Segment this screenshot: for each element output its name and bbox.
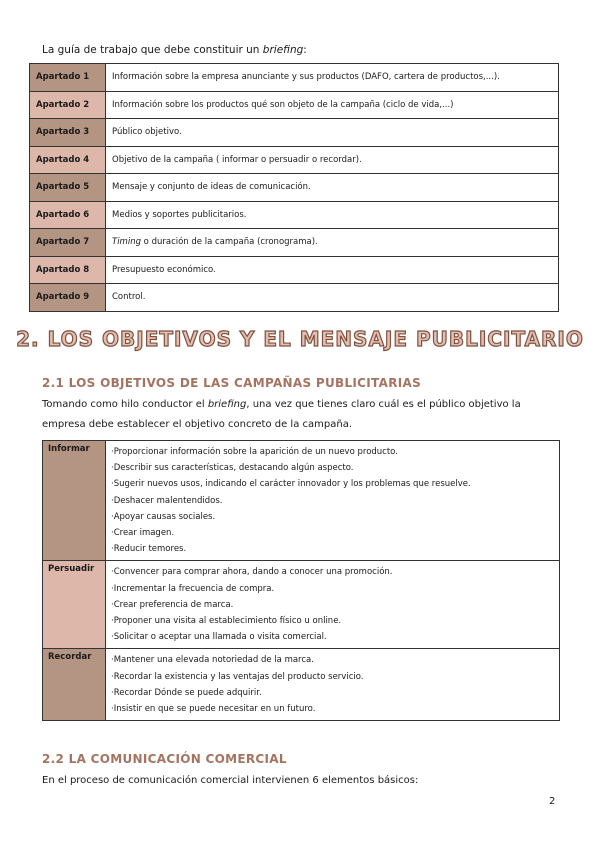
section-2-1-heading: 2.1 LOS OBJETIVOS DE LAS CAMPAÑAS PUBLICITARIAS xyxy=(42,376,422,390)
objetivo-item: ·Reducir temores. xyxy=(111,544,187,555)
briefing-row xyxy=(30,284,559,312)
objetivo-items xyxy=(106,649,560,721)
page-number: 2 xyxy=(549,796,556,807)
apartado-description: Información sobre los productos qué son objeto de la campaña (ciclo de vida,...) xyxy=(112,99,454,110)
apartado-text xyxy=(106,256,559,284)
briefing-row xyxy=(30,201,559,229)
objetivo-item: ·Deshacer malentendidos. xyxy=(111,495,223,506)
objetivo-items xyxy=(106,441,560,561)
objetivo-item: ·Proponer una visita al establecimiento físico u online. xyxy=(111,616,342,627)
apartado-description: o duración de la campaña (cronograma). xyxy=(140,237,318,248)
objetivo-item: ·Recordar la existencia y las ventajas del producto servicio. xyxy=(111,671,364,682)
apartado-description: Medios y soportes publicitarios. xyxy=(112,209,247,220)
objetivo-item: ·Incrementar la frecuencia de compra. xyxy=(111,583,275,594)
objetivo-item: ·Sugerir nuevos usos, indicando el carácter innovador y los problemas que resuelve. xyxy=(111,479,471,490)
objetivo-item: ·Recordar Dónde se puede adquirir. xyxy=(111,687,262,698)
objetivo-item: ·Describir sus características, destacando algún aspecto. xyxy=(111,463,354,474)
apartado-description: Control. xyxy=(112,292,146,303)
apartado-label: Apartado 1 xyxy=(30,64,106,92)
briefing-row xyxy=(30,229,559,257)
intro-after: : xyxy=(303,44,307,56)
apartado-label: Apartado 7 xyxy=(30,229,106,257)
apartado-text xyxy=(106,91,559,119)
section-2-1-paragraph: Tomando como hilo conductor el briefing, una vez que tienes claro cuál es el público objetivo la empresa debe establecer el objetivo concreto de la campaña. xyxy=(42,399,521,430)
section-2-2-paragraph: En el proceso de comunicación comercial intervienen 6 elementos básicos: xyxy=(42,775,419,786)
apartado-label: Apartado 5 xyxy=(30,174,106,202)
objetivo-label: Recordar xyxy=(43,649,106,721)
apartado-label: Apartado 9 xyxy=(30,284,106,312)
briefing-row xyxy=(30,119,559,147)
briefing-row xyxy=(30,91,559,119)
objetivo-item: ·Proporcionar información sobre la aparición de un nuevo producto. xyxy=(111,447,398,457)
apartado-text xyxy=(106,119,559,147)
objetivo-item: ·Mantener una elevada notoriedad de la marca. xyxy=(111,655,314,666)
apartado-label: Apartado 6 xyxy=(30,201,106,229)
briefing-row xyxy=(30,174,559,202)
apartado-text xyxy=(106,229,559,257)
apartado-text xyxy=(106,284,559,312)
apartado-description: Presupuesto económico. xyxy=(112,264,216,275)
objetivo-row xyxy=(43,441,560,561)
section-2-2-heading: 2.2 LA COMUNICACIÓN COMERCIAL xyxy=(42,752,287,766)
apartado-text xyxy=(106,201,559,229)
intro-before: La guía de trabajo que debe constituir un xyxy=(42,44,263,56)
objetivo-items xyxy=(106,561,560,649)
apartado-label: Apartado 2 xyxy=(30,91,106,119)
apartado-description: Público objetivo. xyxy=(112,127,182,138)
intro-text xyxy=(42,44,307,56)
objetivo-item: ·Solicitar o aceptar una llamada o visita comercial. xyxy=(111,632,327,643)
section-2-heading: 2. LOS OBJETIVOS Y EL MENSAJE PUBLICITARIO xyxy=(16,327,584,351)
apartado-text xyxy=(106,64,559,92)
objetivo-label: Persuadir xyxy=(43,561,106,649)
objetivo-item: ·Crear preferencia de marca. xyxy=(111,599,234,610)
intro-briefing: briefing xyxy=(262,44,304,56)
objetivo-item: ·Crear imagen. xyxy=(111,528,175,539)
briefing-row xyxy=(30,146,559,174)
objetivo-label: Informar xyxy=(43,441,106,561)
apartado-text xyxy=(106,174,559,202)
objetivo-row xyxy=(43,561,560,649)
apartado-description: Información sobre la empresa anunciante y sus productos (DAFO, cartera de productos,...). xyxy=(112,72,500,83)
apartado-text xyxy=(106,146,559,174)
apartado-label: Apartado 8 xyxy=(30,256,106,284)
objetivo-row xyxy=(43,649,560,721)
briefing-row xyxy=(30,256,559,284)
apartado-label: Apartado 4 xyxy=(30,146,106,174)
briefing-row xyxy=(30,64,559,92)
objetivo-item: ·Insistir en que se puede necesitar en un futuro. xyxy=(111,704,316,715)
apartado-description: Objetivo de la campaña ( informar o persuadir o recordar). xyxy=(112,154,362,165)
apartado-description: Mensaje y conjunto de ideas de comunicación. xyxy=(112,182,311,193)
apartado-emphasis: Timing xyxy=(112,237,141,248)
briefing-table xyxy=(29,63,559,312)
objetivos-table xyxy=(42,440,560,721)
apartado-label: Apartado 3 xyxy=(30,119,106,147)
objetivo-item: ·Apoyar causas sociales. xyxy=(111,511,216,522)
objetivo-item: ·Convencer para comprar ahora, dando a conocer una promoción. xyxy=(111,567,393,578)
